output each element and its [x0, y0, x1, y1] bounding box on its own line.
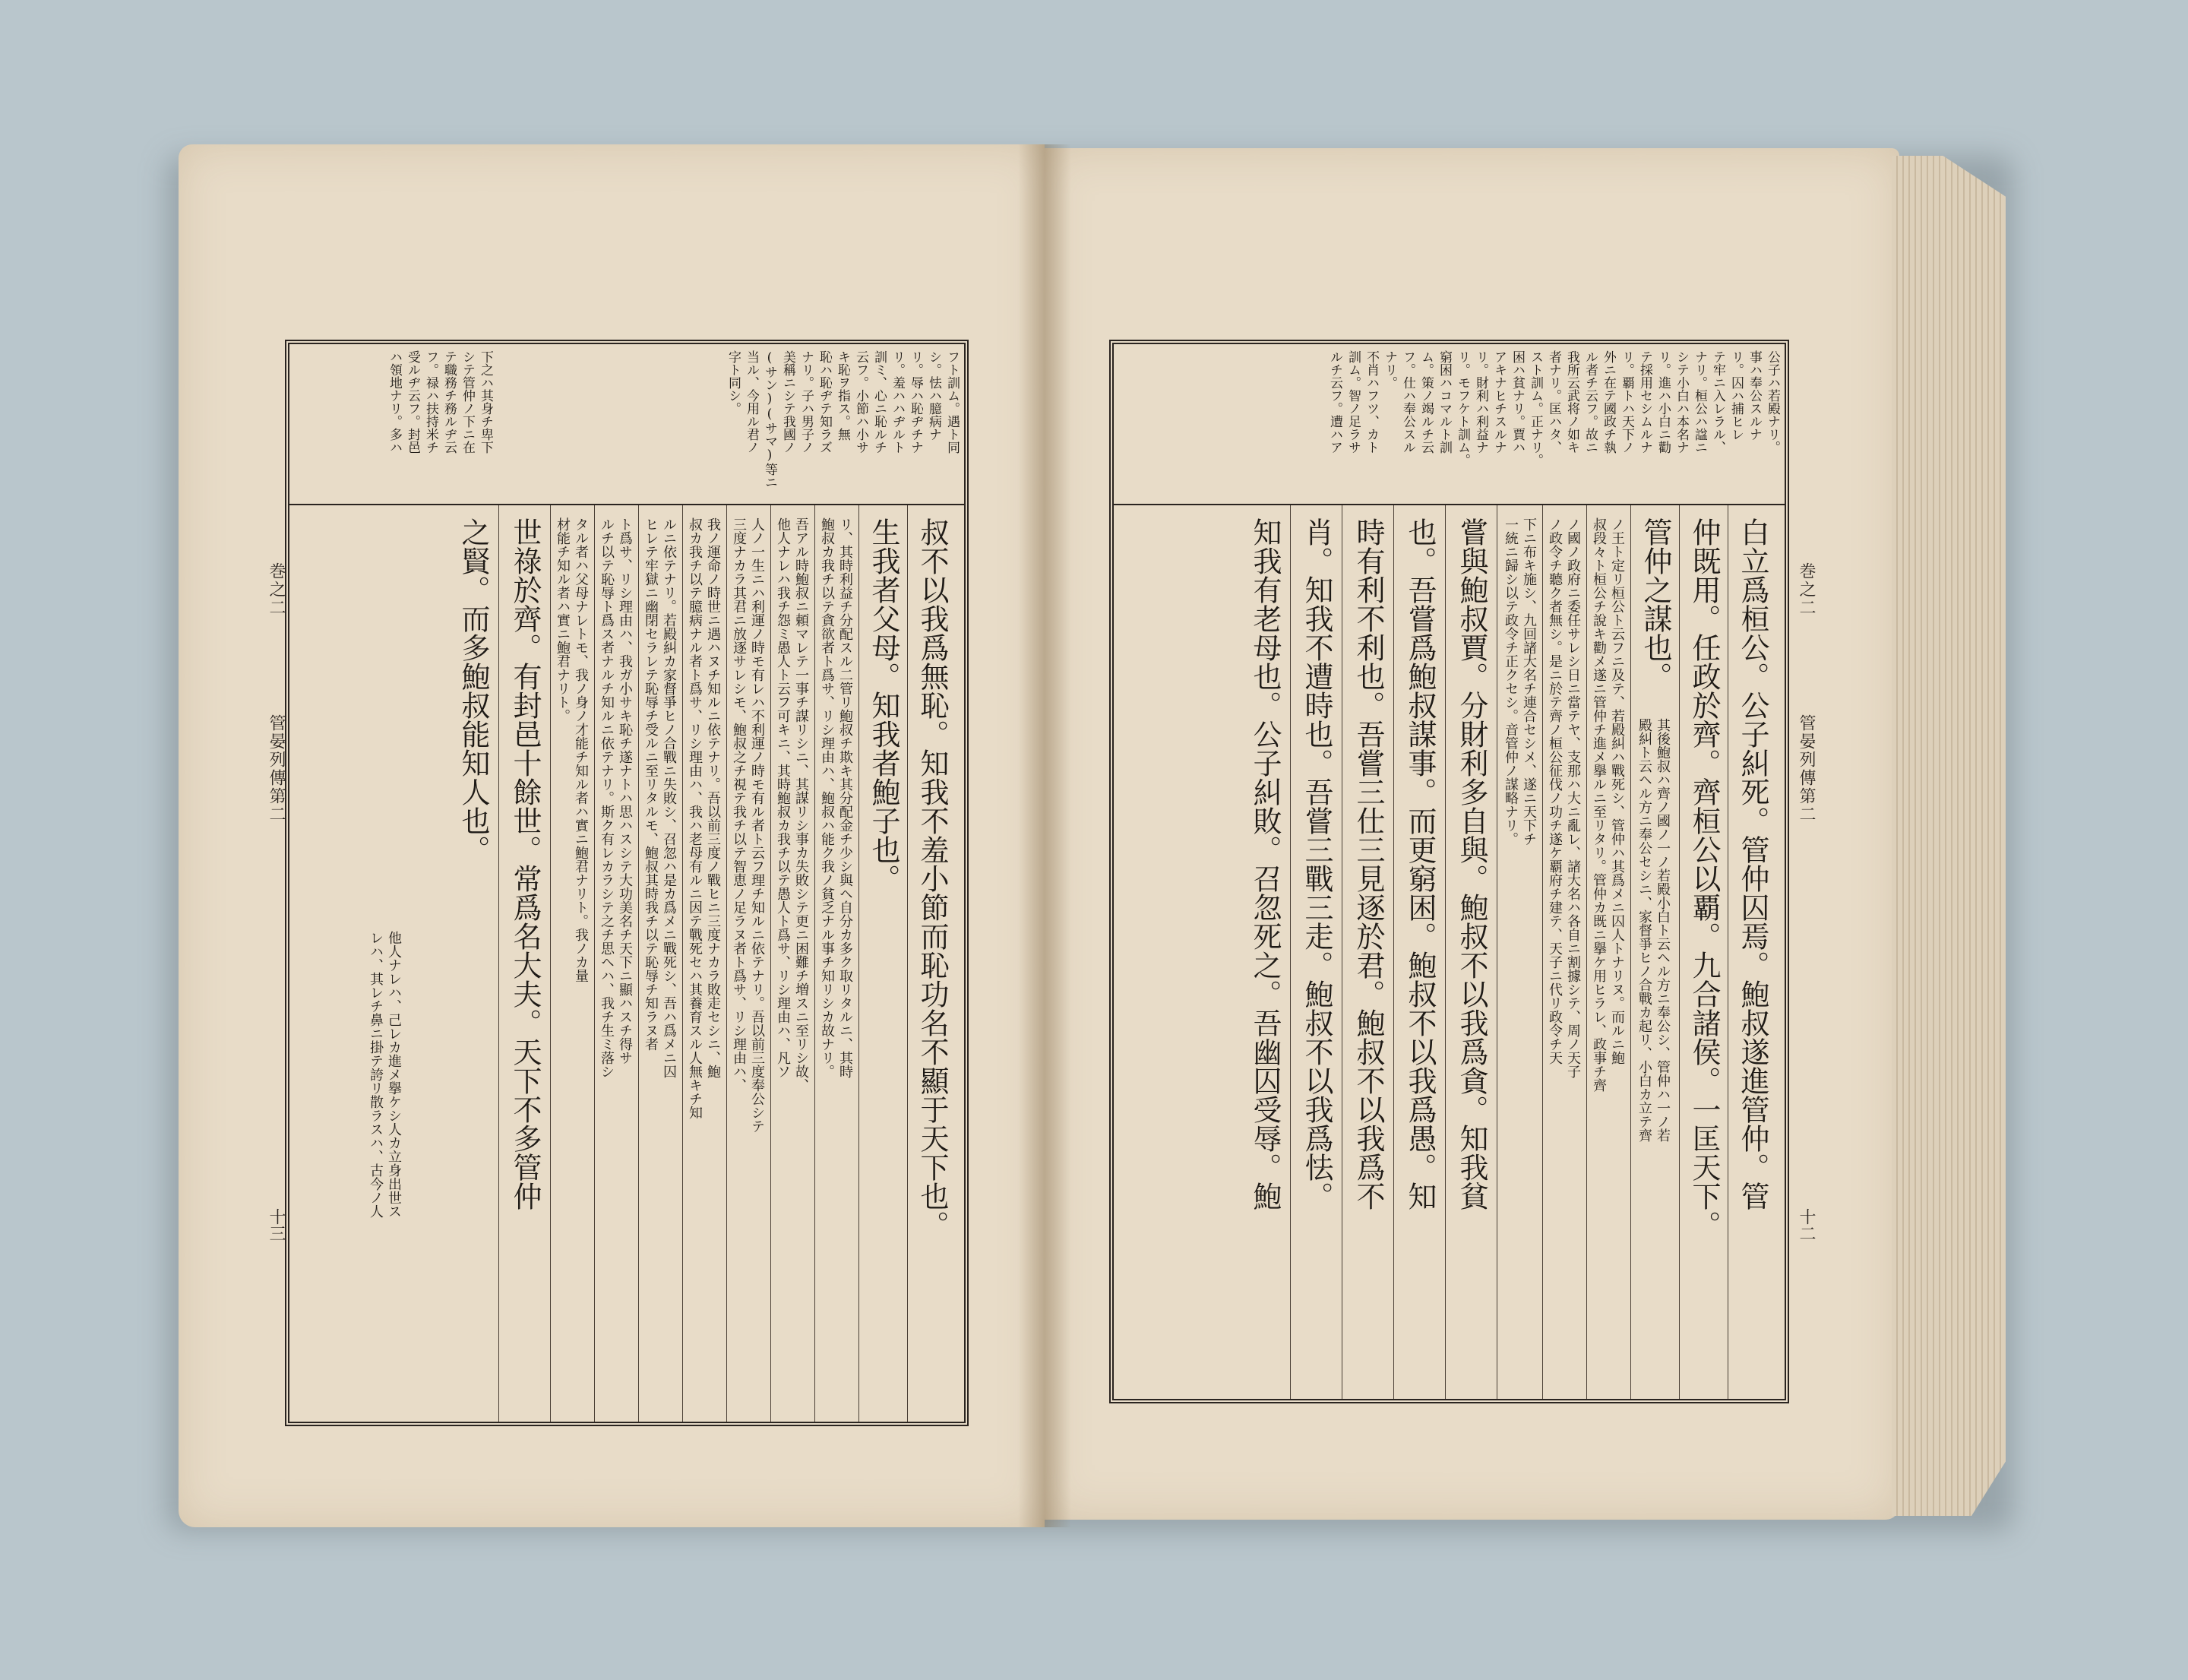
headnote: キ恥ヲ指ス。無 — [835, 350, 850, 441]
headnote: リ。モフケト訓ム。 — [1455, 350, 1470, 467]
headnote: ル者チ云フ。故ニ — [1583, 350, 1598, 454]
headnote: リ。辱ハ恥ヂチナ — [908, 350, 923, 454]
headnote: シテ小白ハ本名ナ — [1674, 350, 1689, 454]
column-rule — [1445, 505, 1446, 1399]
commentary-column: ルニ依テナリ。若殿糾カ家督爭ヒノ合戰ニ失敗シ、召忽ハ是カ爲メニ戰死シ、吾ハ爲メニ囚 — [661, 517, 677, 1078]
commentary-column: タル者ハ父母ナレトモ、我ノ身ノ才能チ知ル者ハ實ニ鮑君ナリト。我ノカ量 — [573, 517, 589, 982]
headnote: 不肖ハフツ、カト — [1364, 350, 1379, 454]
commentary-column: 下ニ布キ施シ、九回諸大名チ連合セシメ、遂ニ天下チ — [1521, 517, 1537, 846]
commentary-column: 我ノ運命ノ時世ニ遇ハヌチ知ルニ依テナリ。吾以前三度ノ戰ヒニ三度ナカラ敗走セシニ、鮑 — [705, 517, 721, 1078]
headnote: 困ハ貧ナリ。賈ハ — [1510, 350, 1525, 454]
left-folio: 十三 — [267, 1208, 286, 1242]
headnote: 外ニ在テ國政チ執 — [1601, 350, 1616, 454]
column-rule — [858, 505, 859, 1422]
commentary-column: 叔段々ト桓公チ說キ勸メ遂ニ管仲チ進メ擧ルニ至リタリ。管仲カ既ニ擧ケ用ヒラレ、政事チ齊 — [1591, 517, 1607, 1092]
headnote: ハ領地ナリ。多ハ — [387, 350, 402, 454]
headnote: 訓ム。智ノ足ラサ — [1345, 350, 1361, 454]
commentary-column: 他人ナレハ我チ怨ミ愚人ト云フ可キニ、其時鮑叔カ我チ以テ愚人ト爲サ、リシ理由ハ、凡ソ — [775, 517, 791, 1078]
commentary-column: 一統ニ歸シ以テ政令チ正クセシ。音管仲ノ謀略ナリ。 — [1503, 517, 1519, 846]
column-rule — [726, 505, 727, 1422]
main-text-column: 嘗與鮑叔賈。分財利多自與。鮑叔不以我爲貪。知我貧 — [1455, 517, 1488, 1210]
main-text-column: 世祿於齊。有封邑十餘世。常爲名大夫。天下不多管仲 — [508, 517, 542, 1210]
headnote: 云フ。小節ハ小サ — [853, 350, 868, 454]
headnote: (サン)(サマ)等ニ — [762, 350, 777, 489]
column-rule — [1290, 505, 1291, 1399]
headnote: ナリ。子ハ男子ノ — [798, 350, 814, 454]
headnote: リ。財利ハ利益ナ — [1473, 350, 1488, 454]
column-rule — [682, 505, 683, 1422]
headnote: 字ト同シ。 — [726, 350, 741, 415]
headnote: アキナヒチスルナ — [1491, 350, 1507, 454]
main-text-column: 知我有老母也。公子糾敗。召忽死之。吾幽囚受辱。鮑 — [1248, 517, 1282, 1210]
headnote: シ。怯ハ臆病ナ — [926, 350, 941, 441]
main-text-column: 也。吾嘗爲鮑叔謀事。而更窮困。鮑叔不以我爲愚。知 — [1403, 517, 1437, 1210]
right-headnotes — [1114, 344, 1785, 505]
headnote: フ。仕ハ奉公スル — [1400, 350, 1415, 454]
main-text-column: 生我者父母。知我者鮑子也。 — [867, 517, 900, 893]
left-volume-label: 巻之二 — [267, 562, 286, 617]
headnote: テ採用セシムルナ — [1637, 350, 1652, 454]
column-rule — [1393, 505, 1394, 1399]
headnote: 美稱ニシテ我國ノ — [780, 350, 795, 454]
left-text-frame — [285, 340, 969, 1426]
column-rule — [594, 505, 595, 1422]
column-rule — [638, 505, 639, 1422]
book-gutter — [1018, 144, 1071, 1527]
headnote: 公子ハ若殿ナリ。 — [1765, 350, 1780, 454]
column-rule — [1586, 505, 1587, 1399]
headnote: リ。覇トハ天下ノ — [1619, 350, 1634, 454]
headnote: ルチ云フ。遭ハア — [1327, 350, 1342, 454]
right-folio: 十二 — [1797, 1208, 1816, 1242]
commentary-column: ルチ以テ恥辱ト爲ス者ナルチ知ルニ依テナリ。斯ク有レカラシテ之チ思ヘハ、我チ生ミ落シ — [599, 517, 615, 1078]
headnote: ム。策ノ竭ルチ云 — [1418, 350, 1434, 454]
right-chapter-label: 管晏列傳第二 — [1797, 714, 1816, 824]
column-rule — [907, 505, 908, 1422]
headnote: リ。羞ハハヂルト — [890, 350, 905, 454]
headnote: フト訓ム。遇ト同 — [944, 350, 960, 454]
column-rule — [550, 505, 551, 1422]
commentary-column: 吾アル時鮑叔ニ頼マレテ一事チ謀リシニ、其謀リシ事カ失敗シテ更ニ困難チ増スニ至リシ故、 — [793, 517, 809, 1092]
headnote: 受ルヂ云フ。封邑 — [405, 350, 420, 454]
headnote: 当ル、今用ル君ノ — [744, 350, 759, 454]
main-text-column: 白立爲桓公。公子糾死。管仲囚焉。鮑叔遂進管仲。管 — [1736, 517, 1769, 1210]
commentary-column: 人ノ一生ニハ利運ノ時モ有レハ不利運ノ時モ有ル者ト云フ理チ知ルニ依テナリ。吾以前三度奉公シテ — [749, 517, 765, 1133]
commentary-column: 叔カ我チ以テ臆病ナル者ト爲サ、リシ理由ハ、我ハ老母有ルニ因テ戰死セハ其養育スル人無キチ知 — [687, 517, 703, 1119]
right-volume-label: 巻之二 — [1797, 562, 1816, 617]
main-text-column: 時有利不利也。吾嘗三仕三見逐於君。鮑叔不以我爲不 — [1352, 517, 1385, 1210]
column-rule — [770, 505, 771, 1422]
left-headnotes — [289, 344, 964, 505]
headnote: 我所云武将ノ如キ — [1564, 350, 1579, 454]
commentary-column: ノ王ト定リ桓公ト云フニ及テ、若殿糾ハ戰死シ、管仲ハ其爲メニ囚人トナリヌ。而ルニ鮑 — [1609, 517, 1625, 1065]
commentary-column: レハ、其レチ鼻ニ掛テ誇リ散ラスハ、古今ノ人 — [368, 931, 384, 1218]
headnote: ナリ。 — [1382, 350, 1397, 389]
column-rule — [1630, 505, 1631, 1399]
headnote: 窮困ハコマルト訓 — [1437, 350, 1452, 454]
commentary-column: ノ國ノ政府ニ委任サレシ日ニ當テヤ、支那ハ大ニ亂レ、諸大名ハ各自ニ割據シテ、周ノ天子 — [1565, 517, 1581, 1078]
headnote: 者ナリ。匡ハタ、 — [1546, 350, 1561, 454]
main-text-column: 肖。知我不遭時也。吾嘗三戰三走。鮑叔不以我爲怯。 — [1300, 517, 1333, 1210]
headnote: 下之ハ其身チ卑下 — [478, 350, 493, 454]
column-rule — [814, 505, 815, 1422]
headnote: 恥ハ恥ヂテ知ラズ — [817, 350, 832, 454]
headnote: 事ハ奉公スルナ — [1747, 350, 1762, 441]
main-text-column: 之賢。而多鮑叔能知人也。 — [457, 517, 490, 864]
main-text-column: 仲既用。任政於齊。齊桓公以覇。九合諸侯。一匡天下。 — [1687, 517, 1721, 1239]
main-text-column: 叔不以我爲無恥。知我不羞小節而恥功名不顯于天下也。 — [915, 517, 949, 1239]
headnote: ナリ。桓公ハ諡ニ — [1692, 350, 1707, 454]
commentary-column: 他人ナレハ、己レカ進メ擧ケシ人カ立身出世ス — [386, 931, 402, 1218]
headnote: フ。禄ハ扶持米チ — [423, 350, 438, 454]
headnote: シテ管仲ノ下ニ在 — [460, 350, 475, 454]
page-edges — [1892, 156, 2006, 1516]
headnote: スト訓ム。正ナリ。 — [1528, 350, 1543, 467]
column-rule — [498, 505, 499, 1422]
right-body — [1114, 505, 1785, 1399]
commentary-column: ヒレテ牢獄ニ幽閉セラレテ恥辱チ受ルニ至リタルモ、鮑叔其時我チ以テ恥辱チ知ラヌ者 — [643, 517, 659, 1051]
commentary-column: 殿糾ト云ヘル方ニ奉公セシニ、家督爭ヒノ合戰カ起リ、小白カ立テ齊 — [1636, 718, 1652, 1142]
headnote: リ。進ハ小白ニ勸 — [1655, 350, 1671, 454]
column-rule — [1542, 505, 1543, 1399]
main-text-column: 管仲之謀也。 — [1639, 517, 1672, 691]
commentary-column: 鮑叔カ我チ以テ貪欲者ト爲サ、リシ理由ハ、鮑叔ハ能ク我ノ貧乏ナル事チ知リシカ故ナリ。 — [819, 517, 835, 1078]
left-chapter-label: 管晏列傳第二 — [267, 714, 286, 824]
column-rule — [1679, 505, 1680, 1399]
right-text-frame — [1109, 340, 1789, 1403]
commentary-column: ノ政令チ聽ク者無シ。是ニ於テ齊ノ桓公征伐ノ功チ遂ケ覇府チ建テ、天子ニ代リ政令チ天 — [1547, 517, 1563, 1065]
left-body — [289, 505, 964, 1422]
commentary-column: リ、其時利益チ分配スル二管リ鮑叔チ欺キ其分配金チ少シ與ヘ自分カ多ク取リタルニ、其時 — [837, 517, 853, 1078]
headnote: 訓ミ、心ニ恥ルチ — [871, 350, 887, 454]
headnote: テ牢ニ入レラル、 — [1710, 350, 1725, 454]
headnote: テ職務チ務ルヂ云 — [441, 350, 457, 454]
commentary-column: 材能チ知ル者ハ實ニ鮑君ナリト。 — [555, 517, 571, 723]
commentary-column: 三度ナカラ其君ニ放逐サレシモ、鮑叔之チ視テ我チ以テ智恵ノ足ラヌ者ト爲サ、リシ理由ハ、 — [731, 517, 747, 1092]
commentary-column: ト爲サ、リシ理由ハ、我ガ小サキ恥チ遂ナトハ思ハスシテ大功美名チ天下ニ顯ハスチ得サ — [617, 517, 633, 1065]
headnote: リ。囚ハ捕ヒレ — [1728, 350, 1744, 441]
commentary-column: 其後鮑叔ハ齊ノ國ノ一ノ若殿小白ト云ヘル方ニ奉公シ、管仲ハ一ノ若 — [1655, 718, 1671, 1142]
